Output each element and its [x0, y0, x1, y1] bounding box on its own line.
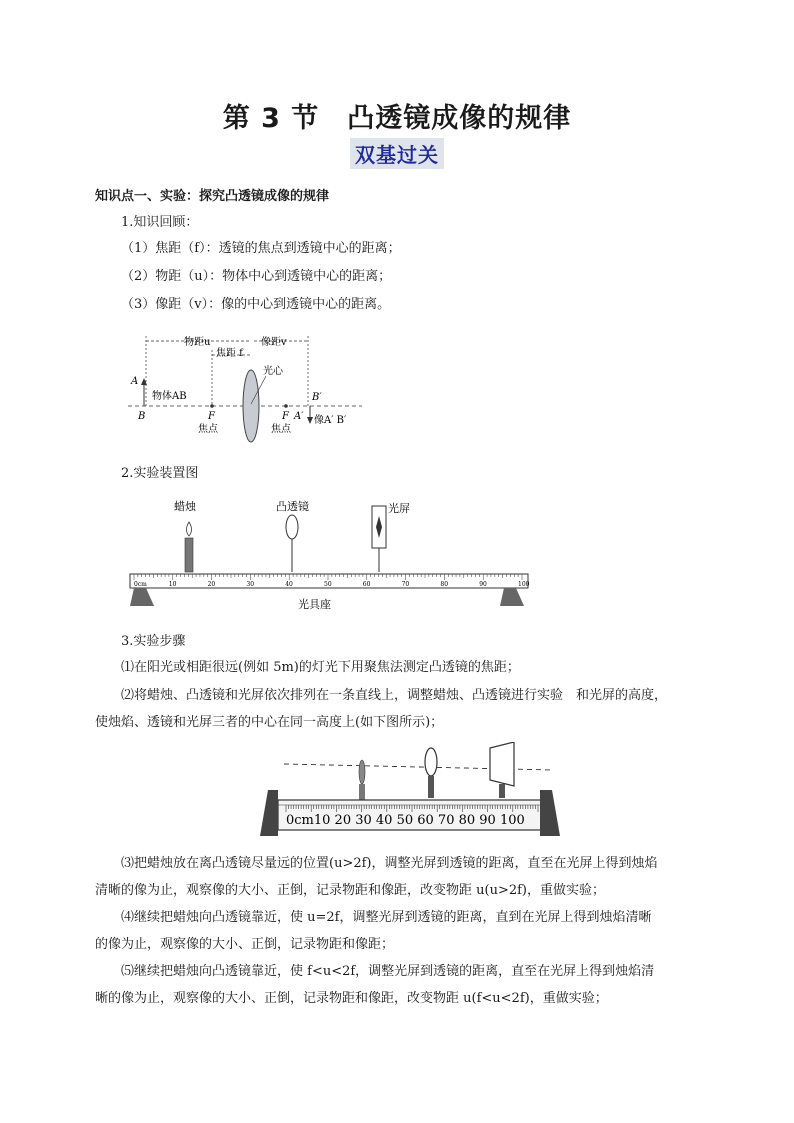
- focal-point-f-right: F: [282, 411, 289, 422]
- steps-title: 3.实验步骤: [121, 634, 186, 649]
- point-b-prime-label: B′: [312, 392, 322, 403]
- bench-tick-label: 30: [246, 581, 255, 588]
- height-alignment-diagram: [254, 742, 564, 842]
- screen-label: 光屏: [388, 502, 410, 515]
- bench-tick-label: 90: [479, 581, 487, 588]
- section-subtitle: 双基过关: [350, 138, 444, 169]
- bench-foot-left: [130, 588, 154, 606]
- ruler-labels: 0cm10 20 30 40 50 60 70 80 90 100: [286, 813, 525, 828]
- image-ab-label: 像A′ B′: [314, 415, 347, 426]
- knowledge-point-heading: 知识点一、实验：探究凸透镜成像的规律: [95, 189, 330, 204]
- lens-distance-diagram: [126, 326, 366, 444]
- lens-label: 凸透镜: [276, 500, 309, 513]
- optical-bench-diagram: [126, 494, 531, 614]
- page-title: 第 3 节 凸透镜成像的规律: [222, 103, 572, 134]
- bench-tick-label: 20: [207, 581, 216, 588]
- focus-label-right: 焦点: [271, 424, 291, 435]
- focus-label-left: 焦点: [198, 424, 218, 435]
- step-1: ⑴在阳光或相距很远(例如 5m)的灯光下用聚焦法测定凸透镜的焦距；: [121, 660, 520, 675]
- bench-tick-label: 70: [401, 581, 410, 588]
- step-4-line-2: 的像为止，观察像的大小、正倒，记录物距和像距；: [95, 937, 395, 952]
- candle-label: 蜡烛: [174, 500, 196, 513]
- bench-tick-label: 10: [168, 581, 177, 588]
- lens-shape: [286, 515, 298, 539]
- object-distance-label: 物距u: [184, 337, 211, 348]
- focal-length-label: 焦距 f: [216, 348, 243, 359]
- object-ab-label: 物体AB: [152, 391, 187, 402]
- bench-tick-label: 60: [362, 581, 371, 588]
- candle-shape: [185, 538, 193, 572]
- review-item-image-distance: （3）像距（v）：像的中心到透镜中心的距离。: [121, 297, 391, 312]
- bench-tick-label: 100: [518, 581, 530, 588]
- point-a-label: A: [131, 376, 139, 387]
- point-b-label: B: [138, 411, 146, 422]
- step-3-line-2: 清晰的像为止，观察像的大小、正倒，记录物距和像距，改变物距 u(u>2f)，重做实验；: [95, 883, 605, 898]
- focal-point-f-left: F: [208, 411, 215, 422]
- bench-tick-label: 0cm: [134, 581, 147, 588]
- bench-tick-label: 80: [440, 581, 449, 588]
- review-title: 1.知识回顾：: [121, 215, 199, 230]
- bench-label: 光具座: [298, 598, 331, 611]
- review-item-object-distance: （2）物距（u）：物体中心到透镜中心的距离；: [121, 269, 392, 284]
- step-5-line-2: 晰的像为止，观察像的大小、正倒，记录物距和像距，改变物距 u(f<u<2f)，重做实验；: [95, 991, 608, 1006]
- point-a-prime-label: A′: [294, 411, 304, 422]
- step-4-line-1: ⑷继续把蜡烛向凸透镜靠近，使 u=2f，调整光屏到透镜的距离，直到在光屏上得到烛焰清晰: [121, 910, 652, 925]
- step-2-line-2: 使烛焰、透镜和光屏三者的中心在同一高度上(如下图所示)；: [95, 715, 444, 730]
- bench-tick-label: 40: [285, 581, 293, 588]
- convex-lens-shape: [243, 370, 259, 442]
- step-3-line-1: ⑶把蜡烛放在离凸透镜尽量远的位置(u>2f)，调整光屏到透镜的距离，直至在光屏上得到烛焰: [121, 856, 658, 871]
- setup-title: 2.实验装置图: [121, 466, 199, 481]
- step-5-line-1: ⑸继续把蜡烛向凸透镜靠近，使 f<u<2f，调整光屏到透镜的距离，直至在光屏上得到烛焰清: [121, 964, 655, 979]
- bench-tick-label: 50: [324, 581, 332, 588]
- step-2-line-1: ⑵将蜡烛、凸透镜和光屏依次排列在一条直线上，调整蜡烛、凸透镜进行实验 和光屏的高度，: [121, 688, 668, 703]
- bench-foot-right: [500, 588, 524, 606]
- review-item-focal-length: （1）焦距（f）：透镜的焦点到透镜中心的距离；: [121, 241, 401, 256]
- optical-center-label: 光心: [263, 366, 283, 377]
- image-distance-label: 像距v: [261, 337, 287, 348]
